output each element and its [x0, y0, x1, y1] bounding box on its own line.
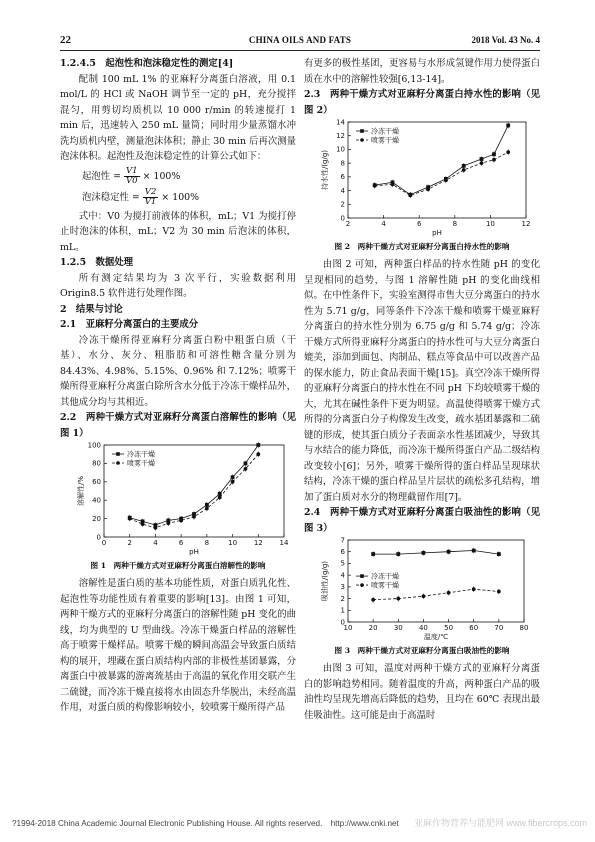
- y-tick-label: 12: [336, 132, 345, 141]
- y-tick-label: 6: [340, 173, 345, 182]
- right-column: [304, 56, 540, 723]
- x-tick-label: 0: [101, 539, 107, 547]
- figure-1-caption: 图 1 两种干燥方式对亚麻籽分离蛋白溶解性的影响: [90, 561, 266, 570]
- data-point-circle: [492, 158, 496, 162]
- section-2-3-body: 由图 2 可知，两种蛋白样品的持水性随 pH 的变化呈现相同的趋势，与图 1 溶解性随 pH 的变化曲线相似。在中性条件下，实验室测得市售大豆分离蛋白的持水性为 5.71 g/g，同等条件下冷冻干燥和喷雾干燥亚麻籽分离蛋白的持水性分别为 6.75 g/g 和 5.74 g/g；冷冻干燥方式所得亚麻籽分离蛋白的持水性可与大豆分离蛋白媲美，添加到面包、肉制品、糕点等食品中可以改善产品的保水能力，防止食品表面干燥[15]。真空冷冻干燥所得的亚麻籽分离蛋白的持水性在不同 pH 下均较喷雾干燥的大，尤其在碱性条件下更为明显。高温使得喷雾干燥方式所得的分离蛋白分子构像发生改变，疏水基团暴露和二硫键的形成，使其蛋白质分子表面亲水性基团减少，导致其与水结合的能力降低，而冷冻干燥所得蛋白产品二级结构改变较小[6]；另外，喷雾干燥所得的蛋白样品呈现球状结构，冷冻干燥的蛋白样品呈片层状的疏松多孔结构，增加了蛋白质对水分的物理截留作用[7]。: [304, 259, 540, 503]
- y-axis-label: 吸油性/(g/g): [321, 560, 329, 602]
- series-line-freeze-dried: [373, 551, 499, 555]
- legend-marker-square: [360, 574, 364, 578]
- y-tick-label: 60: [92, 478, 101, 487]
- x-tick-label: 10: [343, 624, 353, 632]
- x-axis-label: pH: [189, 548, 199, 556]
- data-point-circle: [426, 187, 430, 191]
- y-tick-label: 20: [92, 514, 101, 523]
- data-point-square: [472, 549, 476, 553]
- data-point-circle: [408, 193, 412, 197]
- watermark: 亚麻作物营养与能肥网 www.fibercrops.com: [413, 818, 587, 828]
- x-tick-label: 80: [519, 624, 529, 632]
- data-point-circle: [179, 519, 183, 523]
- data-point-circle: [373, 184, 377, 188]
- x-tick-label: 2: [345, 220, 351, 228]
- x-tick-label: 12: [253, 539, 263, 547]
- volume-info: 2018 Vol. 43 No. 4: [471, 35, 540, 45]
- x-tick-label: 4: [153, 539, 158, 547]
- data-point-square: [447, 550, 451, 554]
- x-tick-label: 40: [418, 624, 428, 632]
- continued-paragraph: 有更多的极性基团，更容易与水形成氢键作用力使得蛋白质在水中的溶解性较强[6,13-14]。: [304, 58, 540, 85]
- data-point-circle: [231, 480, 235, 484]
- x-axis-label: pH: [432, 229, 442, 237]
- formula-foaming-label: 起泡性 =: [82, 170, 121, 182]
- data-point-square: [396, 552, 400, 556]
- data-point-circle: [154, 526, 158, 530]
- x-tick-label: 4: [381, 220, 386, 228]
- journal-name: CHINA OILS AND FATS: [248, 35, 352, 45]
- y-tick-label: 14: [336, 118, 345, 127]
- x-tick-label: 30: [393, 624, 403, 632]
- section-2-4-body: 由图 3 可知，温度对两种干燥方式的亚麻籽分离蛋白的影响趋势相同。随着温度的升高，两种蛋白产品的吸油性均呈现先增高后降低的趋势，且均在 60℃ 表现出最佳吸油性。这可能是由于高温时: [304, 663, 540, 721]
- section-2-1-title: 2.1 亚麻籽分离蛋白的主要成分: [60, 319, 199, 330]
- data-point-circle: [166, 521, 170, 525]
- x-tick-label: 60: [469, 624, 479, 632]
- formula-stability-fraction: [143, 188, 159, 207]
- x-tick-label: 6: [416, 220, 422, 228]
- legend-label: 冷冻干燥: [371, 572, 399, 581]
- legend-marker-circle: [116, 461, 120, 465]
- page-footer: [12, 818, 587, 829]
- data-point-circle: [391, 183, 395, 187]
- data-point-square: [497, 552, 501, 556]
- y-tick-label: 0: [96, 533, 101, 542]
- data-point-circle: [256, 452, 260, 456]
- x-tick-label: 8: [452, 220, 458, 228]
- legend-label: 喷雾干燥: [127, 459, 155, 468]
- legend-marker-circle: [360, 583, 364, 587]
- section-2-1-body: 冷冻干燥所得亚麻籽分离蛋白粉中粗蛋白质（干基）、水分、灰分、粗脂肪和可溶性糖含量分别为 84.43%、4.98%、5.15%、0.96% 和 7.12%；喷雾干燥所得亚麻籽分离蛋白除所含水分低于冷冻干燥样品外，其他成分均与其相近。: [60, 334, 296, 408]
- y-tick-label: 80: [92, 459, 101, 468]
- figure-3-caption: 图 3 两种干燥方式对亚麻籽分离蛋白吸油性的影响: [334, 646, 510, 655]
- y-tick-label: 0: [340, 618, 345, 627]
- x-tick-label: 70: [494, 624, 504, 632]
- x-tick-label: 8: [204, 539, 210, 547]
- formula-foaming-denominator: V0: [125, 175, 138, 186]
- legend-marker-circle: [360, 138, 364, 142]
- data-point-circle: [371, 598, 375, 602]
- formula-foaming-tail: × 100%: [142, 170, 181, 182]
- legend-marker-square: [360, 129, 364, 133]
- formula-foam-stability: [82, 188, 296, 207]
- copyright-notice: ?1994-2018 China Academic Journal Electronic Publishing House. All rights reserved. http://www.cnki.net: [12, 819, 399, 828]
- legend-label: 喷雾干燥: [371, 136, 399, 145]
- x-tick-label: 10: [228, 539, 238, 547]
- legend-label: 冷冻干燥: [127, 450, 155, 459]
- data-point-square: [422, 551, 426, 555]
- series-line-spray-dried: [375, 152, 509, 195]
- section-2-2-title: 2.2 两种干燥方式对亚麻籽分离蛋白溶解性的影响（见图 1）: [60, 412, 296, 439]
- y-axis-label: 溶解性/%: [77, 475, 85, 507]
- figure-1-chart: [60, 441, 296, 559]
- data-point-circle: [192, 515, 196, 519]
- left-column: [60, 56, 296, 716]
- data-point-square: [256, 443, 260, 447]
- data-point-circle: [141, 522, 145, 526]
- section-1-2-4-5-body: 配制 100 mL 1% 的亚麻籽分离蛋白溶液，用 0.1 mol/L 的 HCl 或 NaOH 调节至一定的 pH，充分搅拌混匀，用剪切均质机以 10 000 r/min 的转速搅打 1 min 后，迅速转入 250 mL 量筒；同时用少量蒸馏水冲洗均质机内壁，测量泡沫体积；静止 30 min 后再次测量泡沫体积。起泡性及泡沫稳定性的计算公式如下：: [60, 73, 296, 162]
- data-point-circle: [444, 178, 448, 182]
- y-tick-label: 1: [340, 606, 345, 615]
- data-point-circle: [205, 507, 209, 511]
- page-number: 22: [60, 34, 71, 46]
- data-point-square: [371, 552, 375, 556]
- y-tick-label: 2: [340, 594, 345, 603]
- running-header: [60, 34, 540, 50]
- section-1-2-4-5-title: 1.2.4.5 起泡性和泡沫稳定性的测定[4]: [60, 58, 234, 69]
- data-point-circle: [447, 591, 451, 595]
- x-tick-label: 14: [279, 539, 289, 547]
- data-point-circle: [497, 590, 501, 594]
- y-tick-label: 7: [340, 536, 345, 545]
- y-axis-label: 持水性/(g/g): [321, 149, 329, 191]
- x-tick-label: 2: [127, 539, 132, 547]
- figure-3-chart: [304, 536, 540, 644]
- formula-stability-numerator: V2: [144, 186, 157, 197]
- y-tick-label: 4: [340, 186, 345, 195]
- figure-2-chart: [304, 118, 540, 240]
- data-point-square: [244, 462, 248, 466]
- x-tick-label: 6: [178, 539, 184, 547]
- formula-stability-tail: × 100%: [161, 191, 200, 203]
- legend-label: 冷冻干燥: [371, 127, 399, 136]
- y-tick-label: 40: [92, 496, 101, 505]
- section-2-2-body: 溶解性是蛋白质的基本功能性质，对蛋白质乳化性、起泡性等功能性质有着重要的影响[13]。由图 1 可知，两种干燥方式的亚麻籽分离蛋白的溶解性随 pH 变化的曲线，均为典型的 U 型曲线。冷冻干燥蛋白样品的溶解性高于喷雾干燥样品。喷雾干燥的瞬间高温会导致蛋白质结构的展开，埋藏在蛋白质结构内部的非极性基团暴露，分离蛋白中被暴露的游离巯基由于高温的氧化作用交联产生二硫键，而冷冻干燥直接将水由固态升华脱出，未经高温作用，对蛋白质的构像影响较小，较喷雾干燥所得产品: [60, 578, 296, 713]
- formula-foaming-numerator: V1: [125, 165, 138, 176]
- y-tick-label: 5: [340, 559, 345, 568]
- y-tick-label: 8: [340, 159, 345, 168]
- data-point-circle: [128, 517, 132, 521]
- data-point-circle: [218, 496, 222, 500]
- y-tick-label: 6: [340, 548, 345, 557]
- formula-foaming: [82, 167, 296, 186]
- x-tick-label: 20: [368, 624, 378, 632]
- section-2-title: 2 结果与讨论: [60, 303, 123, 315]
- data-point-square: [506, 124, 510, 128]
- formula-stability-denominator: V1: [144, 196, 157, 207]
- formula-foaming-fraction: [124, 167, 140, 186]
- data-point-circle: [480, 161, 484, 165]
- y-tick-label: 2: [340, 200, 345, 209]
- x-tick-label: 12: [521, 220, 531, 228]
- data-point-circle: [472, 587, 476, 591]
- y-tick-label: 100: [87, 441, 101, 450]
- data-point-circle: [244, 467, 248, 471]
- data-point-circle: [396, 597, 400, 601]
- series-line-spray-dried: [373, 589, 499, 600]
- section-2-4-title: 2.4 两种干燥方式对亚麻籽分离蛋白吸油性的影响（见图 3）: [304, 507, 540, 534]
- data-point-square: [231, 475, 235, 479]
- x-tick-label: 10: [485, 220, 495, 228]
- y-tick-label: 3: [340, 583, 345, 592]
- section-1-2-5-title: 1.2.5 数据处理: [60, 257, 133, 268]
- y-tick-label: 0: [340, 214, 345, 223]
- data-point-square: [492, 152, 496, 156]
- y-tick-label: 10: [336, 145, 345, 154]
- legend-marker-square: [116, 452, 120, 456]
- formula-stability-label: 泡沫稳定性 =: [82, 191, 140, 203]
- header-rule: [60, 50, 540, 51]
- formula-note: 式中：V0 为搅打前液体的体积，mL；V1 为搅打停止时泡沫的体积，mL；V2 为 30 min 后泡沫的体积，mL。: [60, 210, 296, 253]
- y-tick-label: 4: [340, 571, 345, 580]
- x-axis-label: 温度/℃: [423, 633, 449, 641]
- x-tick-label: 50: [444, 624, 454, 632]
- data-point-circle: [462, 168, 466, 172]
- section-1-2-5-body: 所有测定结果均为 3 次平行，实验数据利用 Origin8.5 软件进行处理作图。: [60, 272, 296, 299]
- section-2-3-title: 2.3 两种干燥方式对亚麻籽分离蛋白持水性的影响（见图 2）: [304, 89, 540, 116]
- legend-label: 喷雾干燥: [371, 581, 399, 590]
- figure-2-caption: 图 2 两种干燥方式对亚麻籽分离蛋白持水性的影响: [334, 242, 510, 251]
- data-point-circle: [422, 594, 426, 598]
- data-point-circle: [506, 150, 510, 154]
